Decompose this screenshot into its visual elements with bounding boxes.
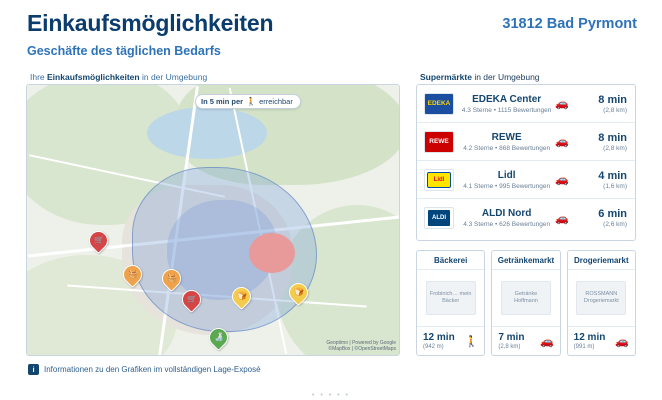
card-image-area: [417, 270, 484, 326]
store-info: [454, 170, 555, 190]
store-rating: 4.2 Sterne • 868 Bewertungen: [463, 144, 551, 152]
rewe-logo: REWE: [424, 131, 454, 153]
shop-icon: 🍞: [293, 287, 304, 297]
car-icon: 🚗: [555, 98, 569, 110]
store-name: Lidl: [497, 169, 516, 181]
card-drinks[interactable]: [491, 250, 560, 356]
store-name: REWE: [491, 131, 522, 143]
map-attribution: [326, 340, 396, 354]
map-attribution-line1: Geoptimo | Powered by Google: [326, 339, 396, 346]
card-title: Bäckerei: [417, 251, 484, 270]
supermarkets-label-strong: Supermärkte: [420, 72, 472, 82]
walking-icon: 🚶: [246, 97, 257, 106]
basket-icon: 🧺: [166, 273, 177, 283]
shop-name: ROSSMANN Drogeriemarkt: [583, 291, 619, 304]
card-image-area: [492, 270, 559, 326]
travel-distance: (1,6 km): [603, 182, 627, 190]
shop-photo-placeholder: [576, 281, 626, 315]
store-rating: 4.3 Sterne • 1115 Bewertungen: [461, 106, 552, 114]
travel-distance: (942 m): [423, 344, 444, 350]
travel-time: 7 min: [498, 332, 525, 343]
travel-time: 4 min: [598, 169, 627, 182]
property-marker-area: [249, 233, 295, 273]
store-name: EDEKA Center: [472, 93, 542, 105]
store-rating: 4.3 Sterne • 626 Bewertungen: [463, 221, 551, 228]
page-title: Einkaufsmöglichkeiten: [27, 10, 274, 36]
store-name: ALDI Nord: [481, 208, 532, 219]
travel-time: 8 min: [598, 93, 627, 106]
shop-photo-placeholder: [426, 281, 476, 315]
header: [0, 0, 662, 66]
category-cards: [416, 250, 636, 356]
lidl-logo: Lidl: [424, 169, 454, 191]
supermarkets-panel: [416, 84, 636, 241]
travel-distance: (2,6 km): [603, 221, 627, 228]
badge-text: In 5 min per: [201, 97, 244, 106]
travel-time: 12 min: [573, 332, 606, 343]
map-label-suffix: in der Umgebung: [139, 72, 208, 82]
edeka-logo: EDEKA: [424, 93, 454, 115]
card-title: Getränkemarkt: [492, 251, 559, 270]
table-row[interactable]: [417, 85, 635, 123]
table-row[interactable]: [417, 123, 635, 161]
map-background: [27, 85, 399, 355]
store-travel: [575, 94, 627, 114]
travel-time: 12 min: [423, 332, 455, 343]
basket-icon: 🧺: [127, 269, 138, 279]
store-info: [454, 132, 555, 152]
map-attribution-line2: ©MapBox | ©OpenStreetMaps: [328, 346, 396, 353]
table-row[interactable]: [417, 199, 635, 237]
map-section-label: [30, 72, 207, 82]
card-footer: [417, 326, 484, 355]
page-subtitle: Geschäfte des täglichen Bedarfs: [27, 44, 221, 58]
store-rating: 4.1 Sterne • 995 Bewertungen: [463, 182, 551, 190]
walking-icon: 🚶: [464, 335, 479, 348]
store-travel: [575, 132, 627, 152]
store-info: [454, 208, 555, 228]
car-icon: 🚗: [555, 174, 569, 186]
map-footnote: [28, 364, 261, 375]
card-footer: [568, 326, 635, 355]
card-bakery[interactable]: [416, 250, 485, 356]
isochrone-legend-badge: [195, 94, 301, 109]
bottle-icon: 🍶: [213, 332, 224, 342]
map-water-area: [147, 107, 267, 159]
store-travel: [575, 208, 627, 228]
car-icon: 🚗: [555, 212, 569, 225]
info-icon: i: [28, 364, 39, 375]
cart-icon: 🛒: [186, 294, 197, 304]
shop-name: Frobinich… mein Bäcker: [429, 291, 472, 304]
map-panel[interactable]: [26, 84, 400, 356]
card-footer: [492, 326, 559, 355]
travel-distance: (2,8 km): [603, 144, 627, 152]
supermarkets-label-suffix: in der Umgebung: [471, 72, 540, 82]
table-row[interactable]: [417, 161, 635, 199]
cart-icon: 🛒: [93, 235, 104, 245]
supermarkets-section-label: [420, 72, 540, 82]
shop-icon: 🍞: [236, 291, 247, 301]
location-zip: 31812 Bad Pyrmont: [502, 16, 637, 32]
footer-pagination: • • • • •: [311, 392, 351, 399]
car-icon: 🚗: [615, 335, 629, 348]
card-title: Drogeriemarkt: [568, 251, 635, 270]
map-footnote-text: Informationen zu den Grafiken im vollständigen Lage-Exposé: [44, 365, 261, 374]
shop-name: Getränke Hoffmann: [514, 291, 538, 304]
store-travel: [575, 170, 627, 190]
travel-time: 6 min: [598, 208, 627, 220]
aldi-logo: ALDI: [424, 207, 454, 229]
travel-time: 8 min: [598, 131, 627, 144]
shop-photo-placeholder: [501, 281, 551, 315]
travel-distance: (2,8 km): [498, 344, 521, 350]
car-icon: 🚗: [539, 335, 554, 348]
badge-suffix: erreichbar: [259, 97, 293, 106]
card-image-area: [568, 270, 635, 326]
store-info: [454, 94, 555, 114]
map-label-strong: Einkaufsmöglichkeiten: [47, 72, 140, 82]
travel-distance: (2,8 km): [603, 106, 627, 114]
travel-distance: (991 m): [573, 344, 595, 350]
map-label-prefix: Ihre: [30, 72, 48, 82]
card-drugstore[interactable]: [567, 250, 636, 356]
car-icon: 🚗: [555, 136, 569, 148]
